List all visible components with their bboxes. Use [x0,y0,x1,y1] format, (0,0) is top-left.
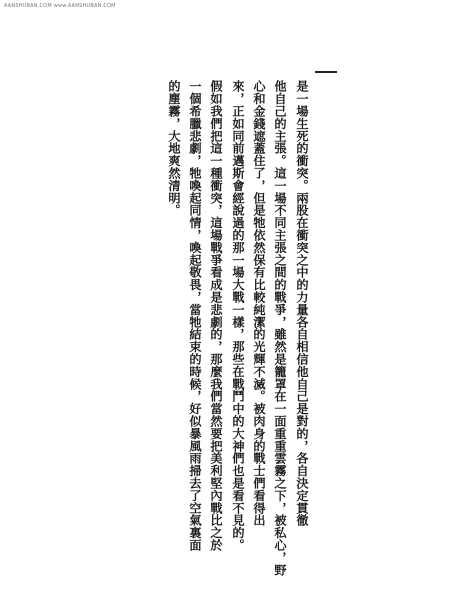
page-number-mark [315,71,337,73]
watermark: AANSHUBAN.COM www.AANSHUBAN.COM [4,3,116,9]
text-column-7: 的塵霧，大地爽然清明。 [167,80,181,217]
page-number [313,66,339,78]
text-column-4: 來，正如同前邁斯會經說過的那一場大戰一樣，那些在戰鬥中的大神們也是看不見的。 [231,80,245,552]
text-column-6: 一個希臘悲劇，牠喚起同情，喚起敬畏，當牠結束的時候，好似暴風雨掃去了空氣裏面 [188,80,202,552]
text-column-3: 心和金錢遮蓋住了，但是牠依然保有比較純潔的光輝不滅。被肉身的戰士們看得出 [252,80,266,527]
text-column-2: 他自己的主張。這一場不同主張之間的戰爭，雖然是籠罩在一面重重雲霧之下，被私心，野 [273,80,287,576]
text-column-1: 是一場生死的衝突。兩股在衝突之中的力量各自相信他自己是對的，各自決定貫徹 [295,80,309,527]
vertical-text-block [158,80,309,576]
text-column-5: 假如我們把這一種衝突，這場戰爭看成是悲劇的，那麼我們當然要把美利堅內戰比之於 [209,80,223,552]
